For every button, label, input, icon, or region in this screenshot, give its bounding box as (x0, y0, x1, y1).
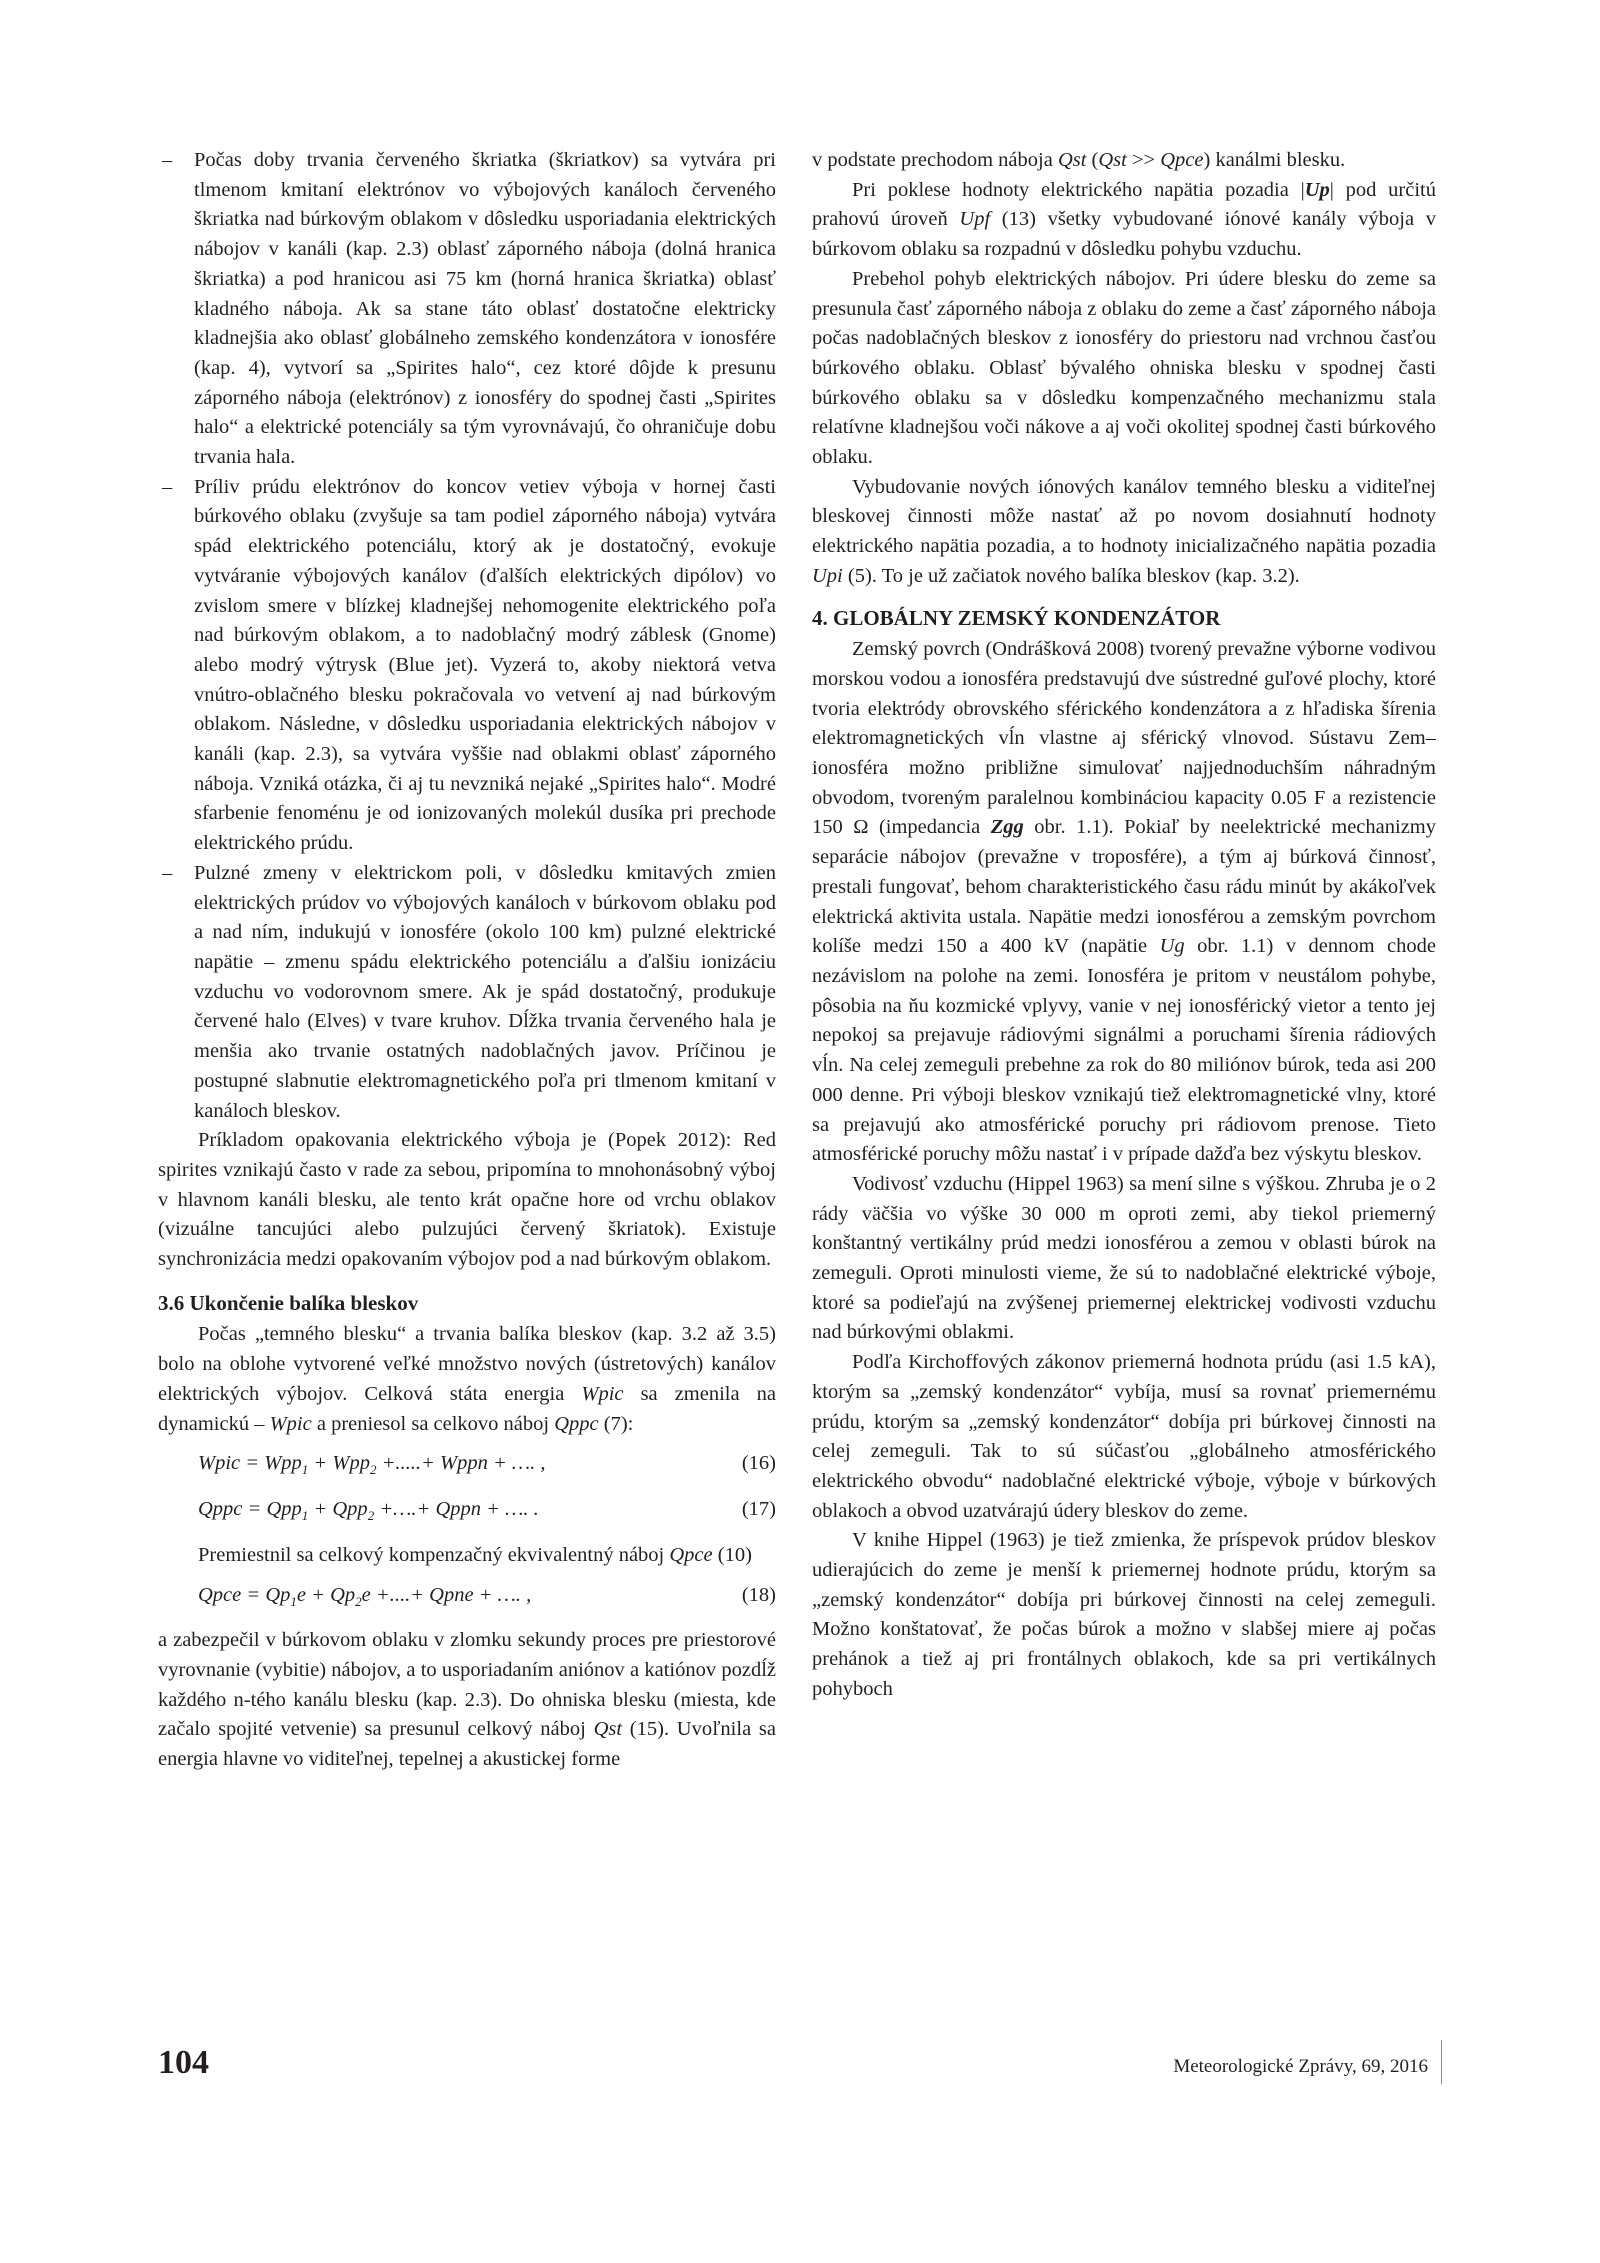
symbol: Wpic (269, 1412, 312, 1435)
section-heading: 4. GLOBÁLNY ZEMSKÝ KONDENZÁTOR (812, 605, 1221, 630)
list-item (158, 859, 776, 1126)
list-item (158, 146, 776, 473)
symbol: Upf (959, 208, 991, 231)
paragraph (158, 1541, 776, 1571)
paragraph (158, 1320, 776, 1439)
paragraph (812, 473, 1436, 592)
eq-part: + Qpp (308, 1498, 368, 1521)
left-column (158, 146, 776, 1775)
eq-part: +.....+ Wppn + …. , (376, 1452, 546, 1475)
equation-18 (158, 1581, 776, 1617)
subscript: 1 (290, 1593, 297, 1609)
eq-part: Wpic = Wpp (198, 1452, 302, 1475)
text-run: | pod určitú prahovú úroveň (812, 178, 1436, 231)
right-column (812, 146, 1436, 1705)
paragraph: Podľa Kirchoffových zákonov priemerná hodnota prúdu (asi 1.5 kA), ktorým sa „zemský kondenzátor“ vybíja, musí sa rovnať priemernému prúdu, ktorým sa „zemský kondenzátor“ dobíja pri búrkovej činnosti na celej zemeguli. Tak to sú súčasťou „globálneho atmosférického elektrického obvodu“ nadoblačné elektrické výboje, výboje v búrkových oblakoch a obvod uzatvárajú údery bleskov do zeme. (812, 1351, 1436, 1522)
text-run: (15). Uvoľnila sa energia hlavne vo viditeľnej, tepelnej a akustickej forme (158, 1718, 776, 1771)
symbol: Wpic (581, 1382, 624, 1405)
eq-part: Qpce = Qp (198, 1583, 291, 1606)
paragraph (812, 146, 1436, 176)
journal-citation: Meteorologické Zprávy, 69, 2016 (1173, 2056, 1428, 2077)
eq-part: e +....+ Qpne + …. , (361, 1583, 532, 1606)
text-run: (13) všetky vybudované iónové kanály výboja v búrkovom oblaku sa rozpadnú v dôsledku pohybu vzduchu. (812, 208, 1436, 261)
paragraph: V knihe Hippel (1963) je tiež zmienka, že príspevok prúdov bleskov udierajúcich do zeme je menší k priemernej hodnote prúdu, ktorým sa „zemský kondenzátor“ dobíja pri búrkovej činnosti na celej zemeguli. Možno konštatovať, že počas búrok a možno v slabšej miere aj počas prehánok a tiež aj pri frontálnych oblakoch, kde sa pri vertikálnych pohyboch (812, 1529, 1436, 1700)
text-run: ) kanálmi blesku. (1203, 149, 1346, 171)
symbol: Qst (593, 1718, 623, 1741)
text-run: a preniesol sa celkovo náboj (311, 1412, 555, 1435)
text-run: (7): (598, 1412, 634, 1435)
symbol: Qpce (669, 1543, 713, 1566)
list-item (158, 473, 776, 859)
paragraph (158, 1626, 776, 1775)
paragraph (812, 635, 1436, 1170)
eq-part: +….+ Qppn + …. . (374, 1498, 539, 1521)
subscript: 2 (355, 1593, 362, 1609)
eq-part: + Wpp (308, 1452, 370, 1475)
subscript: 1 (301, 1462, 309, 1478)
text-run: Premiestnil sa celkový kompenzačný ekvivalentný náboj (198, 1543, 670, 1566)
list-item-text: Počas doby trvania červeného škriatka (škriatkov) sa vytvára pri tlmenom kmitaní elektrónov vo výbojových kanáloch červeného škriatka nad búrkovým oblakom v dôsledku usporiadania elektrických nábojov v kanáli (kap. 2.3) oblasť záporného náboja (dolná hranica škriatka) a pod hranicou asi 75 km (horná hranica škriatka) oblasť kladného náboja. Ak sa stane táto oblasť dostatočne elektricky kladnejšia ako oblasť globálneho zemského kondenzátora v ionosfére (kap. 4), vytvorí sa „Spirites halo“, cez ktoré dôjde k presunu záporného náboja (elektrónov) z ionosféry do spodnej časti „Spirites halo“ a elektrické potenciály sa tým vyrovnávajú, čo ohraničuje dobu trvania hala. (194, 149, 776, 469)
equation-number: (16) (741, 1452, 776, 1475)
text-run: Vybudovanie nových iónových kanálov temného blesku a viditeľnej bleskovej činnosti môže nastať až po novom dosiahnutí hodnoty elektrického napätia pozadia, a to hodnoty inicializačného napätia pozadia (812, 475, 1436, 558)
symbol: Qst (1057, 149, 1087, 171)
symbol: Zgg (990, 816, 1024, 839)
dash-bullet: – (162, 861, 173, 884)
subscript: 2 (369, 1462, 377, 1478)
equation-body (198, 1495, 539, 1531)
text-run: v podstate prechodom náboja (812, 149, 1058, 171)
paragraph: Príkladom opakovania elektrického výboja je (Popek 2012): Red spirites vznikajú často v rade za sebou, pripomína to mnohonásobný výboj v hlavnom kanáli blesku, ale tento krát opačne hore od vrchu oblakov (vizuálne tancujúci alebo pulzujúci červený škriatok). Existuje synchronizácia medzi opakovaním výbojov pod a nad búrkovým oblakom. (158, 1129, 776, 1271)
symbol: Qst (1098, 149, 1127, 171)
dash-bullet: – (162, 149, 173, 171)
text-run: (10) (712, 1543, 752, 1566)
text-run: obr. 1.1) v dennom chode nezávislom na polohe na zemi. Ionosféra je pritom v neustálom pohybe, pôsobia na ňu kozmické vplyvy, vanie v nej ionosférický vietor a tento jej nepokoj sa prejavuje rádiovými signálmi a poruchami šírenia rádiových vĺn. Na celej zemeguli prebehne za rok do 80 miliónov búrok, teda asi 200 000 denne. Pri výboji bleskov vznikajú tiež elektromagnetické vlny, ktoré sa prejavujú ako atmosférické poruchy pri rádiovom prenose. Tieto atmosférické poruchy môžu nastať i v prípade dažďa bez výskytu bleskov. (812, 935, 1437, 1166)
symbol: Upi (812, 564, 843, 587)
text-run: a zabezpečil v búrkovom oblaku v zlomku sekundy proces pre priestorové vyrovnanie (vybitie) nábojov, a to usporiadaním aniónov a katiónov pozdĺž každého n-tého kanálu blesku (kap. 2.3). Do ohniska blesku (miesta, kde začalo spojité vetvenie) sa presunul celkový náboj (158, 1629, 776, 1741)
text-run: Počas „temného blesku“ a trvania balíka bleskov (kap. 3.2 až 3.5) bolo na oblohe vytvorené veľké množstvo nových (ústretových) kanálov elektrických výbojov. Celková státa energia (158, 1323, 776, 1405)
equation-body (198, 1581, 531, 1617)
section-heading: 3.6 Ukončenie balíka bleskov (158, 1290, 419, 1315)
equation-16 (158, 1449, 776, 1485)
equation-body (198, 1449, 546, 1485)
text-run: >> (1126, 149, 1161, 171)
text-run: obr. 1.1). Pokiaľ by neelektrické mechanizmy separácie nábojov (prevažne v troposfére), a tým aj búrková činnosť, prestali fungovať, behom charakteristického času rádu minút by akákoľvek elektrická aktivita ustala. Napätie medzi ionosférou a zemským povrchom kolíše medzi 150 a 400 kV (napätie (812, 816, 1436, 958)
paragraph: Vodivosť vzduchu (Hippel 1963) sa mení silne s výškou. Zhruba je o 2 rády väčšia vo výške 30 000 m oproti zemi, aby tiekol priemerný konštantný vertikálny prúd medzi ionosférou a zemou v oblasti búrok na zemeguli. Oproti minulosti vieme, že sú to nadoblačné elektrické výboje, ktoré sa podieľajú na zvýšenej priemernej elektrickej vodivosti vzduchu nad búrkovými oblakmi. (812, 1172, 1436, 1344)
dash-bullet: – (162, 475, 173, 498)
text-run: ( (1086, 149, 1099, 171)
symbol: Qppc (554, 1412, 599, 1435)
symbol: Up (1304, 178, 1330, 201)
equation-number: (17) (741, 1498, 776, 1521)
equation-17 (158, 1495, 776, 1531)
paragraph (812, 176, 1436, 265)
paragraph: Prebehol pohyb elektrických nábojov. Pri údere blesku do zeme sa presunula časť záporného náboja z oblaku do zeme a časť záporného náboja počas nadoblačných bleskov z ionosféry do priestoru nad vrchnou časťou búrkového oblaku. Oblasť bývalého ohniska blesku v spodnej časti búrkového oblaku sa v dôsledku kompenzačného mechanizmu stala relatívne kladnejšou voči nákove a aj voči okolitej spodnej časti búrkového oblaku. (812, 267, 1436, 469)
list-item-text: Príliv prúdu elektrónov do koncov vetiev výboja v hornej časti búrkového oblaku (zvyšuje sa tam podiel záporného náboja) vytvára spád elektrického potenciálu, ktorý ak je dostatočný, evokuje vytváranie výbojových kanálov (ďalších elektrických dipólov) vo zvislom smere v blízkej kladnejšej nehomogenite elektrického poľa nad búrkovým oblakom, a to nadoblačný modrý záblesk (Gnome) alebo modrý výtrysk (Blue jet). Vyzerá to, akoby niektorá vetva vnútro-oblačného blesku pokračovala vo vetvení aj nad búrkovým oblakom. Následne, v dôsledku usporiadania elektrických nábojov v kanáli (kap. 2.3), sa vytvára vyššie nad oblakmi oblasť záporného náboja. Vzniká otázka, či aj tu nevzniká nejaké „Spirites halo“. Modré sfarbenie fenoménu je od ionizovaných molekúl dusíka pri prechode elektrického prúdu. (194, 475, 776, 855)
text-run: (5). To je už začiatok nového balíka bleskov (kap. 3.2). (842, 564, 1300, 587)
footer-divider (1441, 2040, 1442, 2084)
eq-part: Qppc = Qpp (198, 1498, 302, 1521)
eq-part: e + Qp (296, 1583, 356, 1606)
text-run: sa zmenila na dynamickú – (158, 1382, 776, 1435)
page-number: 104 (158, 2044, 209, 2081)
equation-number: (18) (741, 1583, 776, 1606)
text-run: Zemský povrch (Ondrášková 2008) tvorený prevažne výborne vodivou morskou vodou a ionosféra predstavujú dve sústredné guľové plochy, ktoré tvoria elektródy obrovského sférického kondenzátora a z hľadiska šírenia elektromagnetických vĺn vlastne aj sférický vlnovod. Sústavu Zem–ionosféra možno približne simulovať najjednoduchším náhradným obvodom, tvoreným paralelnou kombináciou kapacity 0.05 F a rezistencie 150 Ω (impedancia (812, 638, 1436, 839)
subscript: 2 (367, 1508, 375, 1524)
symbol: Qpce (1160, 149, 1204, 171)
symbol: Ug (1159, 935, 1185, 958)
subscript: 1 (301, 1508, 309, 1524)
text-run: Pri poklese hodnoty elektrického napätia pozadia | (852, 178, 1305, 201)
list-item-text: Pulzné zmeny v elektrickom poli, v dôsledku kmitavých zmien elektrických prúdov vo výbojových kanáloch v búrkovom oblaku pod a nad ním, indukujú v ionosfére (okolo 100 km) pulzné elektrické napätie – zmenu spádu elektrického potenciálu a ďalšiu ionizáciu vzduchu vo vodorovnom smere. Ak je spád dostatočný, produkuje červené halo (Elves) v tvare kruhov. Dĺžka trvania červeného hala je menšia ako trvanie ostatných nadoblačných javov. Príčinou je postupné slabnutie elektromagnetického poľa pri tlmenom kmitaní v kanáloch bleskov. (194, 861, 776, 1122)
